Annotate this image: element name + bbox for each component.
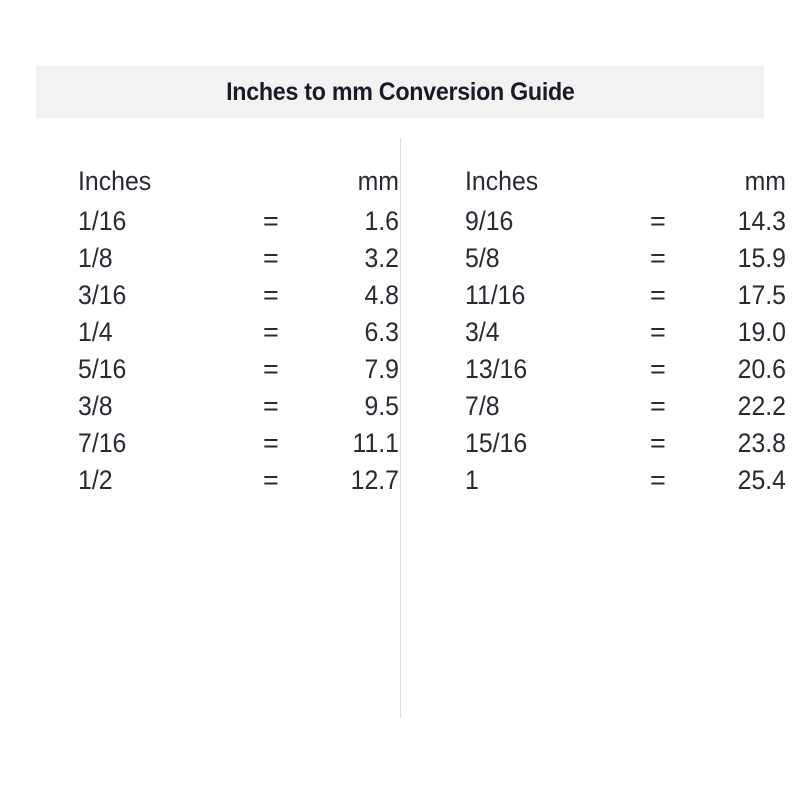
inches-value: 1/8 bbox=[78, 243, 113, 273]
equals-sign: = bbox=[650, 354, 666, 384]
conversion-chart-panel bbox=[36, 66, 786, 734]
table-row bbox=[78, 243, 399, 274]
equals-sign: = bbox=[263, 354, 279, 384]
inches-value: 1/16 bbox=[78, 206, 127, 236]
left-header-inches: Inches bbox=[78, 166, 152, 196]
title-bar bbox=[36, 66, 764, 118]
equals-sign: = bbox=[650, 428, 666, 458]
equals-sign: = bbox=[650, 243, 666, 273]
inches-value: 3/4 bbox=[465, 317, 500, 347]
equals-sign: = bbox=[650, 317, 666, 347]
mm-value: 6.3 bbox=[364, 317, 399, 347]
table-row bbox=[465, 317, 786, 348]
equals-sign: = bbox=[650, 465, 666, 495]
mm-value: 17.5 bbox=[737, 280, 786, 310]
right-conversion-column bbox=[421, 118, 800, 734]
mm-value: 11.1 bbox=[352, 428, 399, 458]
inches-value: 1 bbox=[465, 465, 479, 495]
equals-sign: = bbox=[263, 465, 279, 495]
table-row bbox=[465, 391, 786, 422]
table-row bbox=[465, 280, 786, 311]
right-column-header-row bbox=[465, 166, 786, 197]
table-row bbox=[465, 354, 786, 385]
mm-value: 20.6 bbox=[737, 354, 786, 384]
mm-value: 14.3 bbox=[737, 206, 786, 236]
equals-sign: = bbox=[650, 391, 666, 421]
inches-value: 11/16 bbox=[465, 280, 526, 310]
equals-sign: = bbox=[263, 243, 279, 273]
equals-sign: = bbox=[263, 280, 279, 310]
inches-value: 7/8 bbox=[465, 391, 500, 421]
inches-value: 15/16 bbox=[465, 428, 528, 458]
mm-value: 22.2 bbox=[737, 391, 786, 421]
mm-value: 23.8 bbox=[737, 428, 786, 458]
mm-value: 25.4 bbox=[737, 465, 786, 495]
inches-value: 7/16 bbox=[78, 428, 127, 458]
columns-wrapper bbox=[36, 118, 786, 734]
equals-sign: = bbox=[263, 206, 279, 236]
table-row bbox=[465, 465, 786, 496]
inches-value: 9/16 bbox=[465, 206, 514, 236]
left-conversion-column bbox=[36, 118, 421, 734]
mm-value: 15.9 bbox=[737, 243, 786, 273]
inches-value: 1/2 bbox=[78, 465, 113, 495]
table-row bbox=[465, 206, 786, 237]
equals-sign: = bbox=[263, 428, 279, 458]
table-row bbox=[465, 428, 786, 459]
mm-value: 7.9 bbox=[364, 354, 399, 384]
inches-value: 5/16 bbox=[78, 354, 127, 384]
table-row bbox=[465, 243, 786, 274]
mm-value: 19.0 bbox=[737, 317, 786, 347]
mm-value: 12.7 bbox=[350, 465, 399, 495]
equals-sign: = bbox=[650, 206, 666, 236]
table-row bbox=[78, 428, 399, 459]
inches-value: 3/8 bbox=[78, 391, 113, 421]
mm-value: 9.5 bbox=[364, 391, 399, 421]
table-row bbox=[78, 354, 399, 385]
inches-value: 1/4 bbox=[78, 317, 113, 347]
mm-value: 1.6 bbox=[364, 206, 399, 236]
table-row bbox=[78, 391, 399, 422]
inches-value: 13/16 bbox=[465, 354, 528, 384]
right-header-inches: Inches bbox=[465, 166, 539, 196]
equals-sign: = bbox=[263, 391, 279, 421]
conversion-table-card bbox=[36, 118, 786, 734]
table-row bbox=[78, 317, 399, 348]
left-header-mm: mm bbox=[357, 166, 399, 196]
inches-value: 3/16 bbox=[78, 280, 127, 310]
page-title: Inches to mm Conversion Guide bbox=[225, 77, 575, 106]
inches-value: 5/8 bbox=[465, 243, 500, 273]
table-row bbox=[78, 465, 399, 496]
mm-value: 4.8 bbox=[364, 280, 399, 310]
table-row bbox=[78, 280, 399, 311]
mm-value: 3.2 bbox=[364, 243, 399, 273]
table-row bbox=[78, 206, 399, 237]
left-column-header-row bbox=[78, 166, 399, 197]
equals-sign: = bbox=[263, 317, 279, 347]
right-header-mm: mm bbox=[744, 166, 786, 196]
equals-sign: = bbox=[650, 280, 666, 310]
